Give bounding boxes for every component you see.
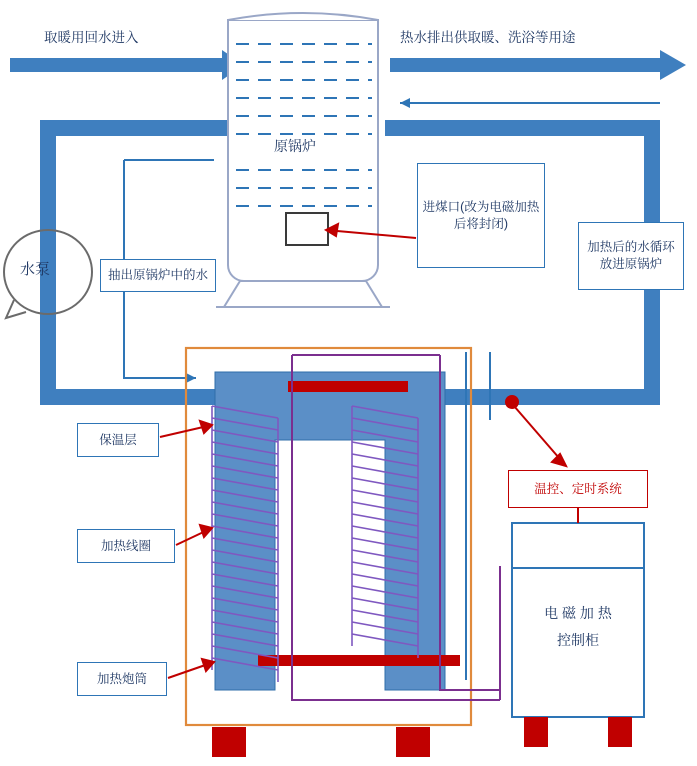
callout-return-water: 加热后的水循环放进原锅炉 (578, 222, 684, 290)
callout-insulation: 保温层 (77, 423, 159, 457)
sensor-node (505, 395, 519, 409)
callout-coal-inlet: 进煤口(改为电磁加热后将封闭) (417, 163, 545, 268)
callout-temp-timer: 温控、定时系统 (508, 470, 648, 508)
control-cabinet-label (514, 600, 642, 653)
callout-heating-barrel: 加热炮筒 (77, 662, 167, 696)
original-boiler (216, 13, 390, 307)
label-water-pump: 水泵 (20, 261, 51, 278)
callout-extract-water: 抽出原锅炉中的水 (100, 259, 216, 292)
callout-heating-coil: 加热线圈 (77, 529, 175, 563)
label-boiler: 原锅炉 (274, 138, 316, 154)
label-outlet: 热水排出供取暖、洗浴等用途 (400, 30, 576, 45)
return-thin-arrow (400, 98, 660, 108)
control-cabinet-line-2: 控制柜 (557, 631, 599, 648)
control-cabinet-line-1: 电 磁 加 热 (544, 605, 612, 621)
inlet-arrow (10, 50, 244, 80)
barrel-feet (212, 727, 430, 757)
cabinet-feet (524, 717, 632, 747)
heating-barrel (215, 372, 445, 690)
label-inlet: 取暖用回水进入 (44, 30, 139, 45)
outlet-arrow (390, 50, 686, 80)
